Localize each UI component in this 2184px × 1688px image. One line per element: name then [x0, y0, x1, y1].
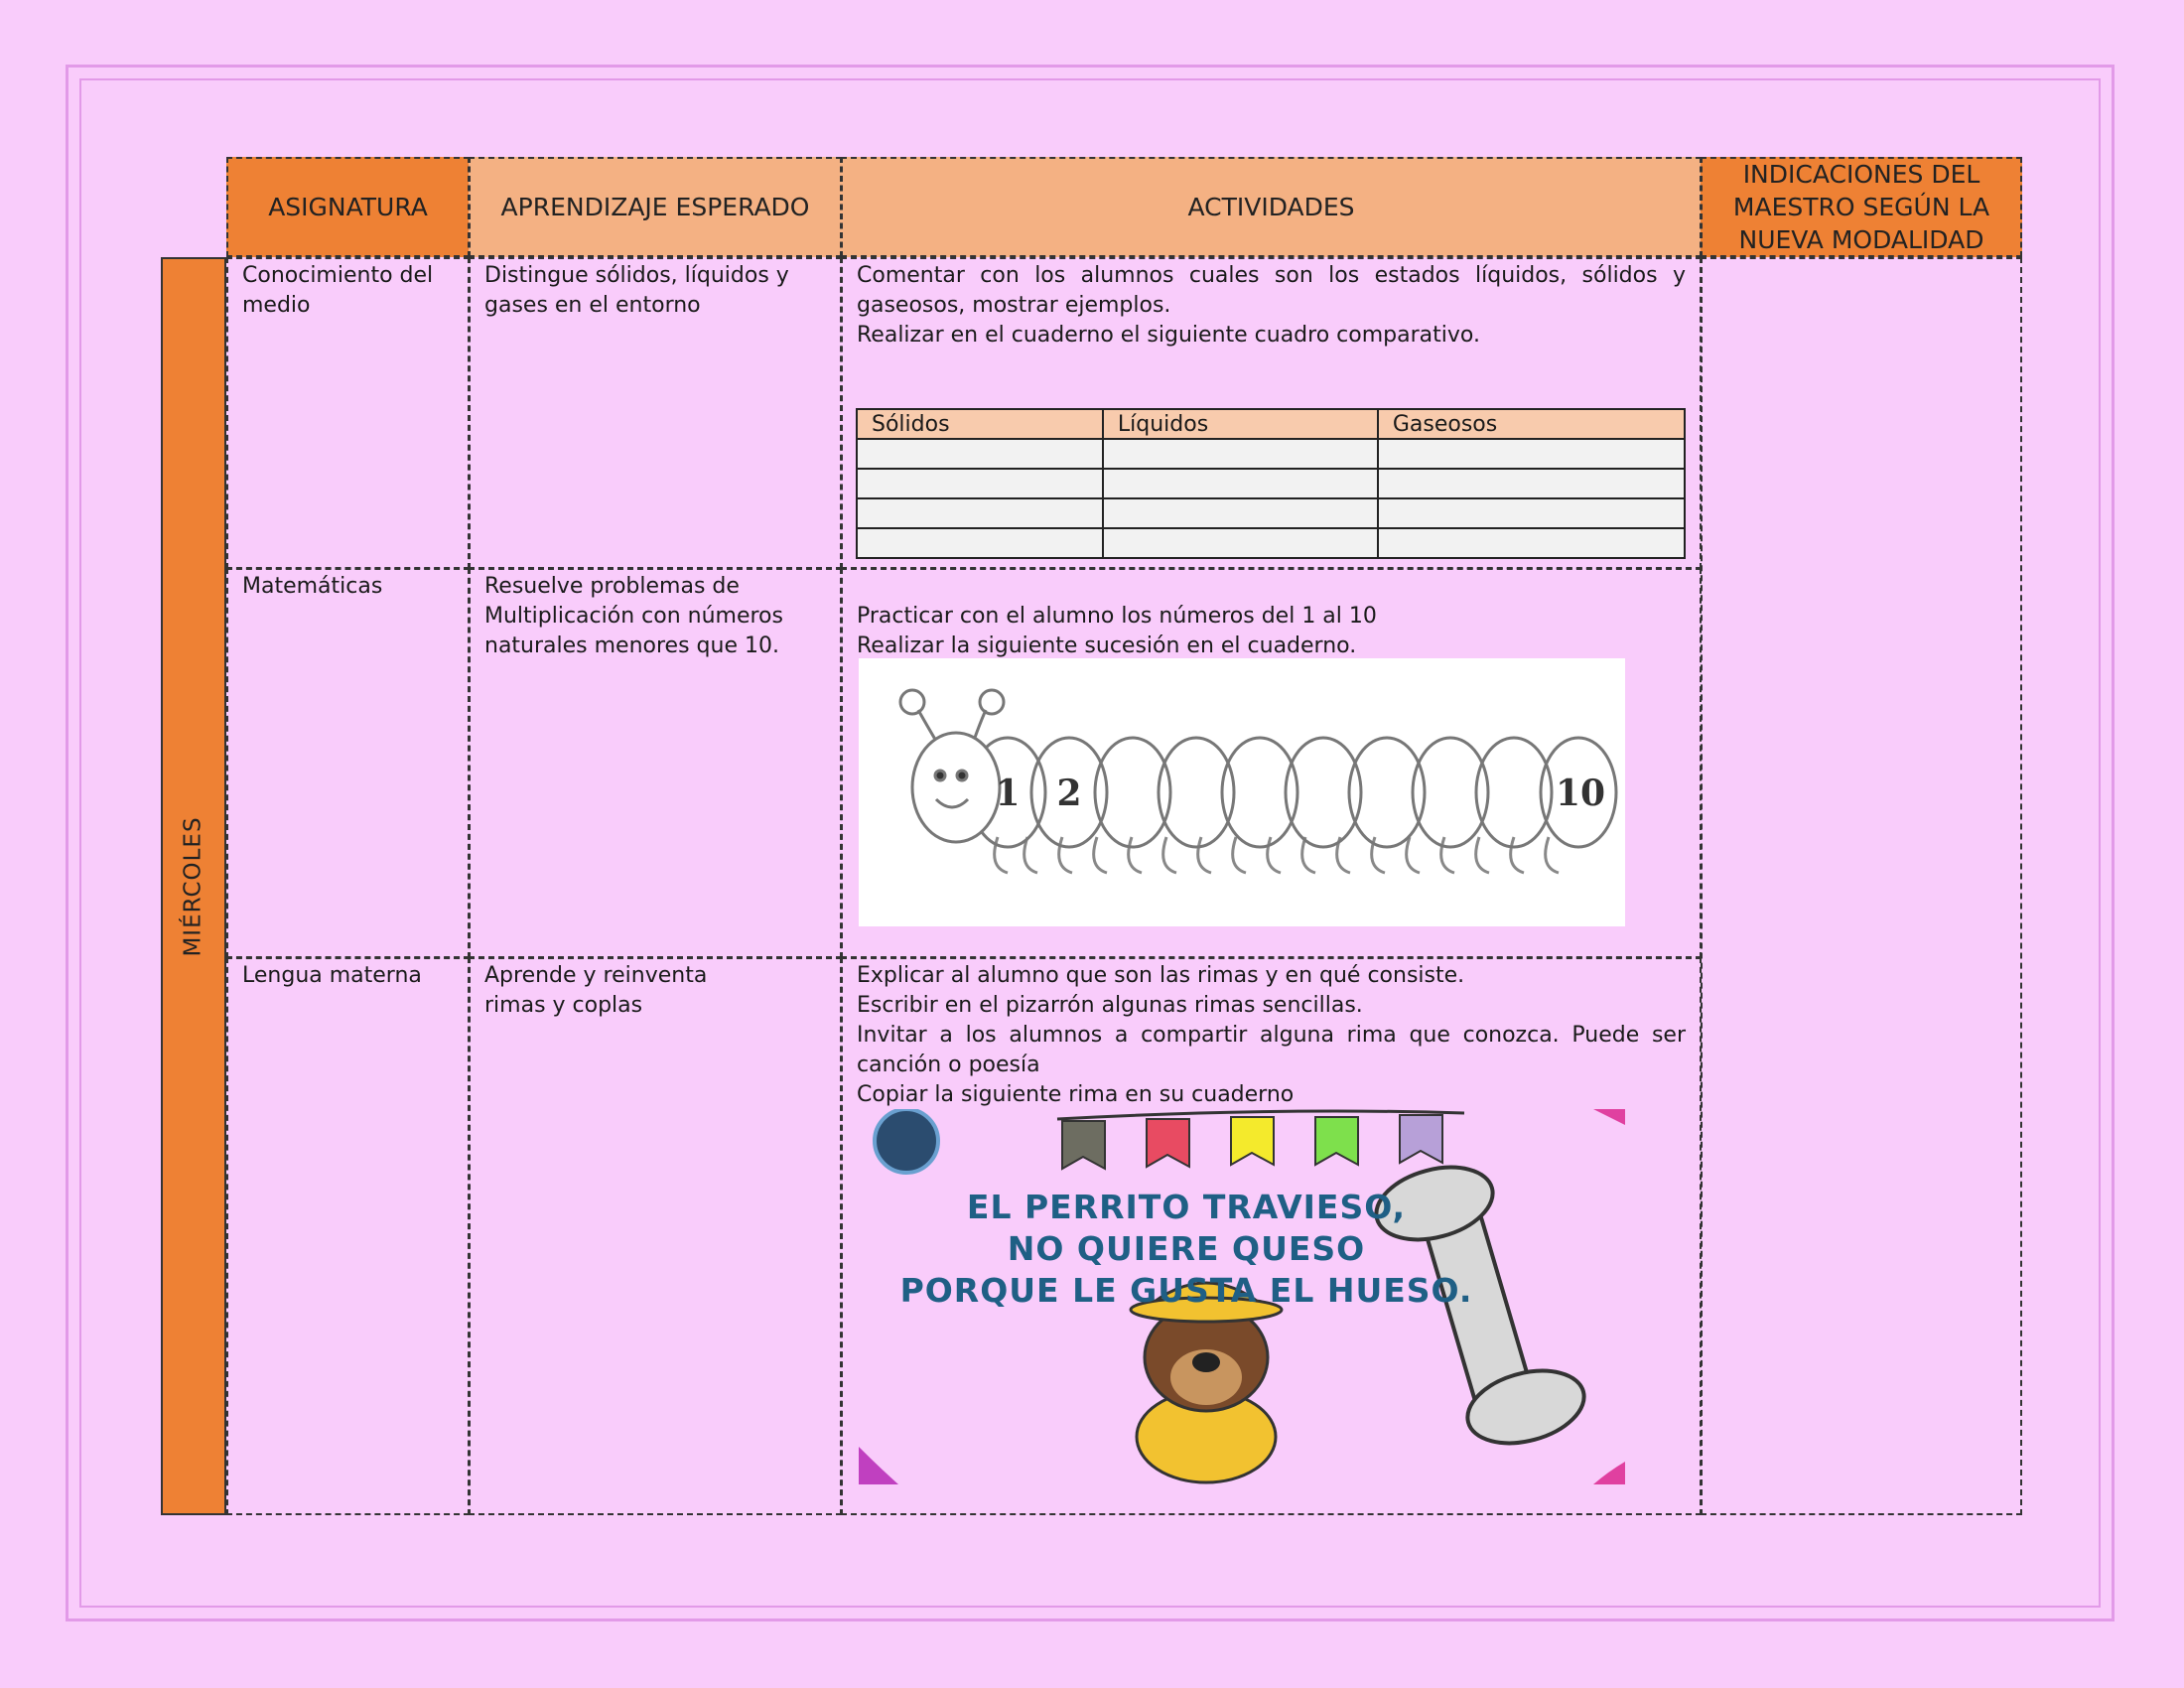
- dog-icon: [1131, 1283, 1282, 1482]
- row2-activity-1: Practicar con el alumno los números del 1 al 10: [857, 604, 1377, 629]
- rhyme-line-2: NO QUIERE QUESO: [1007, 1229, 1366, 1268]
- row2-subject: [226, 568, 470, 958]
- indicaciones-column: [1701, 257, 2022, 1515]
- row3-activity-2: Escribir en el pizarrón algunas rimas sencillas.: [857, 993, 1363, 1018]
- header-aprendizaje-label: APRENDIZAJE ESPERADO: [500, 192, 810, 221]
- caterpillar-number-1: 1: [995, 773, 1021, 814]
- row2-learning: [469, 568, 842, 958]
- comparison-table-header-row: [857, 409, 1685, 439]
- header-indicaciones: [1701, 157, 2022, 257]
- table-row: [857, 528, 1685, 558]
- header-asignatura-label: ASIGNATURA: [268, 192, 428, 221]
- row3-activity-3: Invitar a los alumnos a compartir alguna rima que conozca. Puede ser canción o poesía: [857, 1023, 1686, 1077]
- bunting-flag-icon: [1400, 1115, 1442, 1163]
- col-solidos: Sólidos: [857, 409, 1103, 439]
- col-gaseosos: Gaseosos: [1378, 409, 1685, 439]
- row2-learning-text: Resuelve problemas de Multiplicación con números naturales menores que 10.: [484, 574, 783, 658]
- header-indicaciones-label: INDICACIONES DEL MAESTRO SEGÚN LA NUEVA MODALIDAD: [1732, 160, 1990, 254]
- header-asignatura: [226, 157, 470, 257]
- rhyme-line-3: PORQUE LE GUSTA EL HUESO.: [899, 1271, 1473, 1310]
- row3-subject-text: Lengua materna: [242, 963, 422, 988]
- caterpillar-illustration: [859, 658, 1625, 926]
- logo-badge-icon: [875, 1109, 938, 1173]
- table-row: [857, 469, 1685, 498]
- row1-learning-text: Distingue sólidos, líquidos y gases en el entorno: [484, 263, 789, 318]
- row3-activity-1: Explicar al alumno que son las rimas y en qué consiste.: [857, 963, 1465, 988]
- caterpillar-image: [859, 658, 1625, 926]
- row3-learning-text: Aprende y reinventa rimas y coplas: [484, 963, 708, 1018]
- rhyme-line-1: EL PERRITO TRAVIESO,: [966, 1188, 1407, 1226]
- comparison-table: [856, 408, 1686, 559]
- caterpillar-number-10: 10: [1555, 773, 1606, 814]
- col-liquidos: Líquidos: [1103, 409, 1378, 439]
- row1-activity-1: Comentar con los alumnos cuales son los estados líquidos, sólidos y gaseosos, mostrar ejemplos.: [857, 263, 1686, 318]
- row2-activity-2: Realizar la siguiente sucesión en el cuaderno.: [857, 633, 1357, 658]
- bunting-flag-icon: [1062, 1121, 1105, 1169]
- day-column: [161, 257, 226, 1515]
- row3-subject: [226, 957, 470, 1515]
- table-row: [857, 439, 1685, 469]
- header-aprendizaje: [469, 157, 842, 257]
- row1-subject-text: Conocimiento del medio: [242, 263, 434, 318]
- day-label: MIÉRCOLES: [181, 815, 207, 957]
- bunting-flag-icon: [1231, 1117, 1274, 1165]
- rhyme-text: [859, 1187, 1514, 1312]
- row2-subject-text: Matemáticas: [242, 574, 383, 599]
- row3-learning: [469, 957, 842, 1515]
- row1-activity-2: Realizar en el cuaderno el siguiente cuadro comparativo.: [857, 323, 1480, 348]
- bunting-flag-icon: [1147, 1119, 1189, 1167]
- header-actividades: [841, 157, 1702, 257]
- caterpillar-number-2: 2: [1056, 773, 1082, 814]
- row3-activity-4: Copiar la siguiente rima en su cuaderno: [857, 1082, 1295, 1107]
- header-actividades-label: ACTIVIDADES: [1187, 192, 1355, 221]
- rhyme-image: [859, 1109, 1625, 1484]
- table-row: [857, 498, 1685, 528]
- row1-learning: [469, 257, 842, 569]
- row1-subject: [226, 257, 470, 569]
- bunting-flag-icon: [1315, 1117, 1358, 1165]
